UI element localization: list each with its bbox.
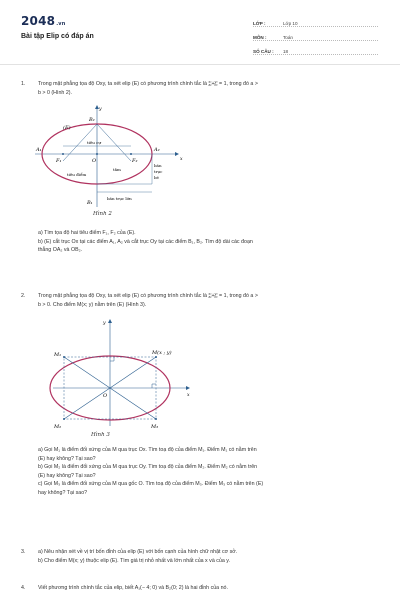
frac-den: b²: [214, 295, 218, 299]
ellipse-label: (E): [63, 125, 71, 131]
meta-key: MÔN :: [253, 35, 267, 40]
question-part: b) (E) cắt trục Ox tại các điểm A₁, A₂ và cắt trục Oy tại các điểm B₁, B₂. Tìm độ dài các đoạn: [38, 238, 253, 245]
fraction-x: [208, 293, 211, 300]
y-axis-arrow: [108, 319, 112, 323]
meta-row-subject: [253, 29, 378, 41]
question-number: 1.: [21, 81, 26, 87]
meta-row-class: [253, 15, 378, 27]
m1-point: [63, 356, 65, 358]
center-point: [96, 153, 98, 155]
question-part: b) Cho điểm M(x; y) thuộc elip (E). Tìm giá trị nhỏ nhất và lớn nhất của x và của y.: [38, 557, 230, 564]
f2-label: F₂: [132, 158, 138, 164]
frac-num: x²: [208, 291, 212, 296]
meta-row-count: [253, 43, 378, 55]
question-line: Trong mặt phẳng tọa độ Oxy, ta xét elip (E) có phương trình chính tắc là x² a² + y² b² = 1, trong đó a >: [38, 291, 258, 299]
m1-label: M₁: [54, 352, 62, 358]
x-axis-arrow: [175, 152, 179, 156]
site-logo[interactable]: [21, 14, 66, 28]
equation-tail: = 1, trong đó a >: [219, 81, 258, 87]
x-label: x: [187, 393, 190, 398]
question-part: hay không? Tại sao?: [38, 489, 88, 496]
question-part: (E) hay không? Tại sao?: [38, 472, 96, 479]
question-part: a) Gọi M₁ là điểm đối xứng của M qua trục Ox. Tìm toạ độ của điểm M₁. Điểm M₁ có nằm trên: [38, 447, 257, 453]
question-number: 4.: [21, 585, 26, 591]
meta-value: 18: [283, 49, 289, 54]
question-part: a) Tìm tọa độ hai tiêu điểm F₁, F₂ của (E).: [38, 230, 136, 236]
meta-key: LỚP :: [253, 21, 266, 26]
question-body: [38, 292, 383, 309]
frac-num: y²: [214, 79, 218, 84]
a1-label: A₁: [36, 147, 42, 153]
semi-minor-label: bé: [154, 175, 159, 180]
page-title: Bài tập Elip có đáp án: [21, 33, 94, 40]
meta-value: Lớp 10: [283, 21, 298, 26]
figure-2-diagram: [35, 104, 185, 214]
focal-line: [97, 124, 131, 161]
focus-2-point: [130, 153, 132, 155]
question-text: Trong mặt phẳng tọa độ Oxy, ta xét elip (E) có phương trình chính tắc là: [38, 293, 209, 299]
question-line: Trong mặt phẳng tọa độ Oxy, ta xét elip (E) có phương trình chính tắc là x² a² + y² b² = 1, trong đó a >: [38, 79, 258, 87]
question-part: c) Gọi M₃ là điểm đối xứng của M qua gốc O. Tìm toạ độ của điểm M₃. Điểm M₃ có nằm trên (E): [38, 481, 264, 488]
question-line: b > 0 (Hình 2).: [38, 89, 73, 96]
frac-num: y²: [214, 291, 218, 296]
m2-point: [63, 418, 65, 420]
focus-label: tiêu điểm: [67, 172, 87, 177]
question-number: 2.: [21, 293, 26, 299]
y-label: y: [99, 107, 102, 112]
fraction-y: [215, 293, 218, 300]
m2-label: M₂: [54, 424, 62, 428]
center-label: tâm: [113, 167, 121, 172]
logo-suffix: .vn: [56, 21, 66, 27]
question-part: thẳng OA₂ và OB₂.: [38, 247, 83, 254]
question-text: Trong mặt phẳng tọa độ Oxy, ta xét elip (E) có phương trình chính tắc là: [38, 81, 209, 87]
question-part: b) Gọi M₂ là điểm đối xứng của M qua trục Oy. Tìm toạ độ của điểm M₂. Điểm M₂ có nằm trên: [38, 464, 258, 471]
question-parts: [38, 229, 383, 255]
frac-num: x²: [208, 79, 212, 84]
equation-tail: = 1, trong đó a >: [219, 293, 258, 299]
figure-3-caption: Hình 3: [91, 432, 110, 438]
origin-label: O: [103, 393, 108, 399]
meta-info: [253, 15, 378, 57]
frac-den: a²: [208, 83, 212, 87]
m3-point: [155, 418, 157, 420]
m-point: [155, 356, 157, 358]
origin-label: O: [92, 158, 97, 164]
figure-2-caption: Hình 2: [93, 211, 112, 217]
question-part: Viết phương trình chính tắc của elip, biết A₁(− 4; 0) và B₂(0; 2) là hai đỉnh của nó.: [38, 585, 228, 591]
y-label: y: [103, 321, 106, 326]
meta-value: Toán: [283, 35, 293, 40]
semi-minor-label: bán: [154, 163, 162, 168]
x-label: x: [180, 157, 183, 162]
question-number: 3.: [21, 549, 26, 555]
question-line: b > 0. Cho điểm M(x; y) nằm trên (E) (Hình 3).: [38, 301, 147, 308]
question-body: [38, 80, 383, 97]
semi-minor-label: trục: [154, 169, 163, 174]
x-axis-arrow: [186, 386, 190, 390]
question-part: a) Nêu nhận xét về vị trí bốn đỉnh của elip (E) với bốn cạnh của hình chữ nhật cơ sở.: [38, 549, 238, 555]
focal-distance-label: tiêu cự: [87, 140, 101, 145]
focus-1-point: [62, 153, 64, 155]
right-angle-mark: [152, 384, 156, 388]
m3-label: M₃: [151, 424, 159, 428]
question-part: (E) hay không? Tại sao?: [38, 455, 96, 462]
a2-label: A₂: [154, 147, 160, 153]
figure-3-diagram: [48, 316, 198, 428]
question-body: [38, 584, 383, 593]
b2-label: B₂: [89, 117, 95, 123]
question-parts: [38, 446, 383, 498]
header-divider: [0, 64, 400, 65]
semi-major-label: bán trục lớn: [107, 196, 132, 201]
frac-den: b²: [214, 83, 218, 87]
right-angle-mark: [110, 357, 114, 361]
meta-key: SỐ CÂU :: [253, 49, 274, 54]
f1-label: F₁: [56, 158, 62, 164]
m-label: M(x ; y): [152, 350, 172, 356]
question-body: [38, 548, 383, 565]
b1-label: B₁: [87, 200, 93, 206]
fraction-y: [215, 81, 218, 88]
frac-den: a²: [208, 295, 212, 299]
logo-text: 2048: [21, 14, 56, 28]
fraction-x: [208, 81, 211, 88]
